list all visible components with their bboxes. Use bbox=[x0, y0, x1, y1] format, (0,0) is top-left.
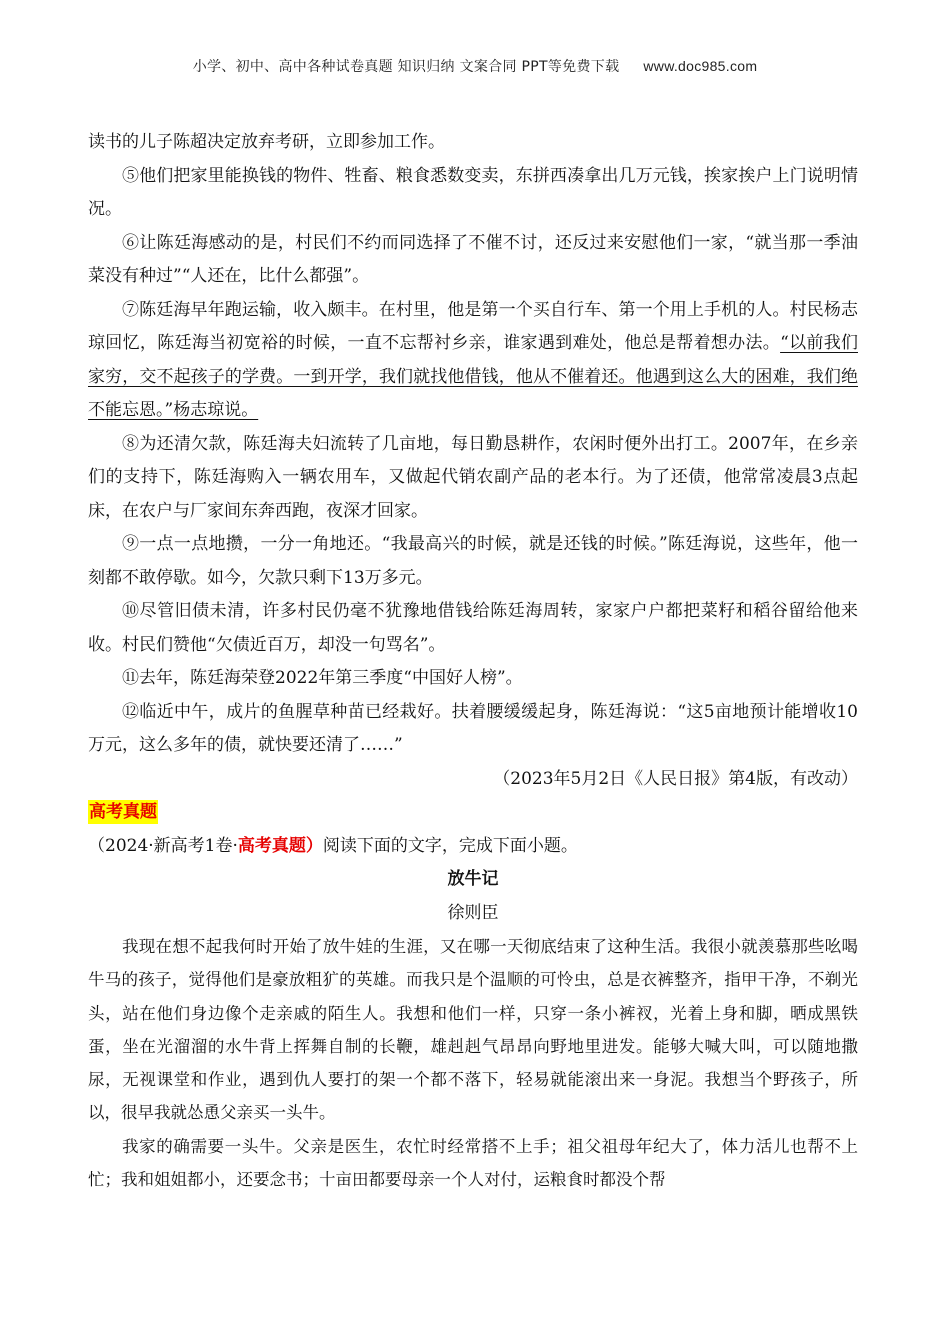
section-tag-row bbox=[88, 796, 858, 830]
article-paragraph-7 bbox=[88, 294, 858, 428]
header-text: 小学、初中、高中各种试卷真题 知识归纳 文案合同 PPT等免费下载 bbox=[192, 59, 620, 75]
article-paragraph-8: ⑧为还清欠款，陈廷海夫妇流转了几亩地，每日勤恳耕作，农闲时便外出打工。2007年，在乡亲们的支持下，陈廷海购入一辆农用车，又做起代销农副产品的老本行。为了还债，他常常凌晨3点起床，在农户与厂家间东奔西跑，夜深才回家。 bbox=[88, 433, 858, 521]
story-paragraph-2: 我家的确需要一头牛。父亲是医生，农忙时经常搭不上手；祖父祖母年纪大了，体力活儿也帮不上忙；我和姐姐都小，还要念书；十亩田都要母亲一个人对付，运粮食时都没个帮 bbox=[88, 1136, 858, 1190]
article-source: （2023年5月2日《人民日报》第4版，有改动） bbox=[493, 768, 858, 789]
article-paragraph-10: ⑩尽管旧债未清，许多村民仍毫不犹豫地借钱给陈廷海周转，家家户户都把菜籽和稻谷留给他来收。村民们赞他“欠债近百万，却没一句骂名”。 bbox=[88, 601, 858, 655]
article-paragraph-11: ⑪去年，陈廷海荣登2022年第三季度“中国好人榜”。 bbox=[122, 668, 523, 688]
article-paragraph-5: ⑤他们把家里能换钱的物件、牲畜、粮食悉数变卖，东拼西凑拿出几万元钱，挨家挨户上门说明情况。 bbox=[88, 165, 858, 219]
header-url[interactable]: www.doc985.com bbox=[643, 58, 758, 74]
page-header bbox=[0, 56, 950, 76]
underlined-quote: “以前我们家穷，交不起孩子的学费。一到开学，我们就找他借钱，他从不催着还。他遇到这么大的困难，我们绝不能忘恩。”杨志琼说。 bbox=[88, 333, 858, 420]
document-body bbox=[88, 126, 858, 1196]
paragraph-7-text: ⑦陈廷海早年跑运输，收入颇丰。在村里，他是第一个买自行车、第一个用上手机的人。村民杨志琼回忆，陈廷海当初宽裕的时候，一直不忘帮衬乡亲，谁家遇到难处，他总是帮着想办法。 bbox=[88, 299, 858, 353]
story-title: 放牛记 bbox=[447, 869, 499, 889]
section-tag: 高考真题 bbox=[89, 802, 157, 822]
intro-highlight: 高考真题） bbox=[237, 835, 323, 856]
intro-prefix: （2024·新高考1卷· bbox=[88, 835, 238, 856]
story-paragraph-1: 我现在想不起我何时开始了放牛娃的生涯，又在哪一天彻底结束了这种生活。我很小就羡慕那些吆喝牛马的孩子，觉得他们是豪放粗犷的英雄。而我只是个温顺的可怜虫，总是衣裤整齐，指甲干净，不剃光头，站在他们身边像个走亲戚的陌生人。我想和他们一样，只穿一条小裤衩，光着上身和脚，晒成黑铁蛋，坐在光溜溜的水牛背上挥舞自制的长鞭，雄赳赳气昂昂向野地里进发。能够大喊大叫，可以随地撒尿，无视课堂和作业，遇到仇人要打的架一个都不落下，轻易就能滚出来一身泥。我想当个野孩子，所以，很早我就怂恿父亲买一头牛。 bbox=[88, 937, 858, 1123]
article-paragraph-12: ⑫临近中午，成片的鱼腥草种苗已经栽好。扶着腰缓缓起身，陈廷海说：“这5亩地预计能增收10万元，这么多年的债，就快要还清了……” bbox=[88, 701, 858, 755]
article-paragraph-6: ⑥让陈廷海感动的是，村民们不约而同选择了不催不讨，还反过来安慰他们一家，“就当那一季油菜没有种过”“人还在，比什么都强”。 bbox=[88, 232, 858, 286]
section-intro bbox=[88, 830, 858, 864]
article-paragraph-continued: 读书的儿子陈超决定放弃考研，立即参加工作。 bbox=[88, 132, 445, 152]
article-paragraph-9: ⑨一点一点地攒，一分一角地还。“我最高兴的时候，就是还钱的时候。”陈廷海说，这些年，他一刻都不敢停歇。如今，欠款只剩下13万多元。 bbox=[88, 534, 858, 588]
story-author: 徐则臣 bbox=[447, 902, 499, 923]
intro-instruction: 阅读下面的文字，完成下面小题。 bbox=[322, 835, 578, 856]
